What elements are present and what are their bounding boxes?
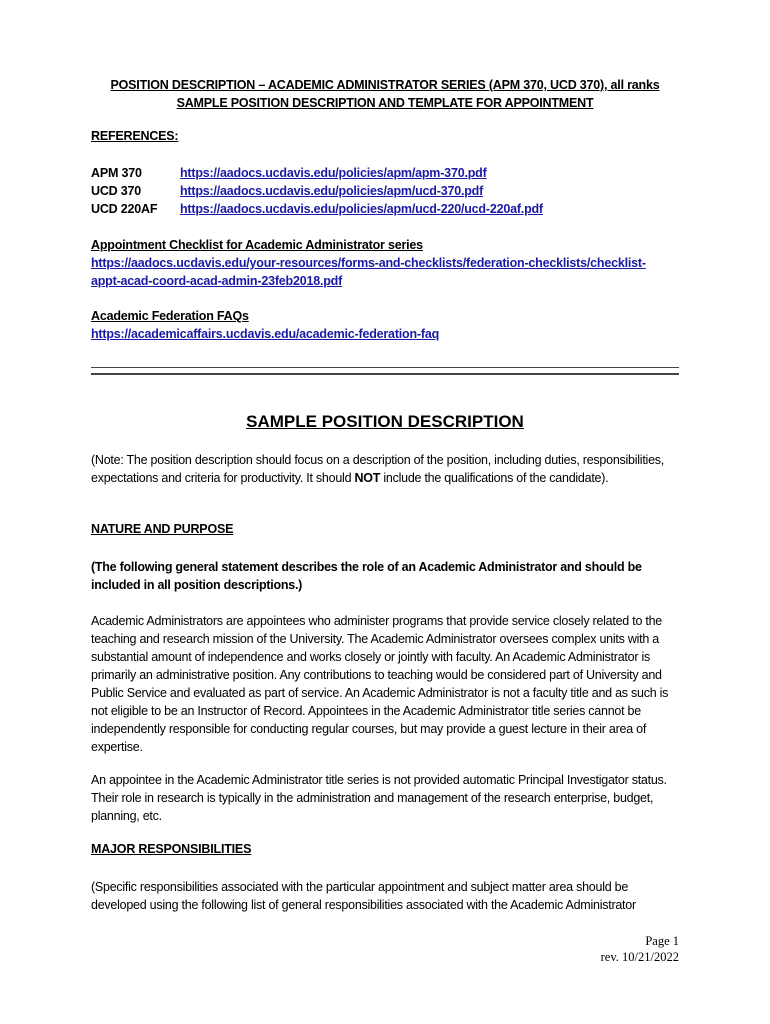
note-text: (Note: The position description should focus on a description of the position, including duties, responsibilities, expectations and criteria for productivity. It should <box>91 453 665 485</box>
sample-note <box>91 451 681 487</box>
reference-code: UCD 370 <box>91 184 142 198</box>
reference-row <box>91 164 543 182</box>
checklist-link-line-2[interactable]: appt-acad-coord-acad-admin-23feb2018.pdf <box>91 274 343 288</box>
page-number: Page 1 <box>645 934 679 948</box>
reference-link[interactable]: https://aadocs.ucdavis.edu/policies/apm/apm-370.pdf <box>180 166 487 180</box>
nature-heading: NATURE AND PURPOSE <box>91 522 234 536</box>
reference-code: APM 370 <box>91 166 142 180</box>
divider-rule <box>91 367 679 368</box>
major-paragraph: (Specific responsibilities associated with the particular appointment and subject matter area should be developed using the following list of general responsibilities associated with the Academic Administrator <box>91 880 636 912</box>
document-header <box>60 76 710 112</box>
note-emphasis: NOT <box>354 471 381 485</box>
checklist-block <box>91 236 646 290</box>
references-list <box>91 164 543 218</box>
revision-date: rev. 10/21/2022 <box>600 950 679 964</box>
references-title: REFERENCES: <box>91 129 179 143</box>
faq-label: Academic Federation FAQs <box>91 309 249 323</box>
header-line-1: POSITION DESCRIPTION – ACADEMIC ADMINISTRATOR SERIES (APM 370, UCD 370), all ranks <box>110 78 660 92</box>
checklist-link-line-1[interactable]: https://aadocs.ucdavis.edu/your-resources/forms-and-checklists/federation-checklists/checklist- <box>91 256 646 270</box>
nature-paragraph-2: An appointee in the Academic Administrator title series is not provided automatic Principal Investigator status. Their role in research is typically in the administration and management of the research enterprise, budget, planning, etc. <box>91 773 667 823</box>
faq-link[interactable]: https://academicaffairs.ucdavis.edu/academic-federation-faq <box>91 327 440 341</box>
reference-link[interactable]: https://aadocs.ucdavis.edu/policies/apm/ucd-220/ucd-220af.pdf <box>180 202 543 216</box>
faq-block <box>91 307 439 343</box>
page-footer <box>601 933 679 965</box>
checklist-label: Appointment Checklist for Academic Administrator series <box>91 238 423 252</box>
reference-row <box>91 200 543 218</box>
major-heading: MAJOR RESPONSIBILITIES <box>91 842 252 856</box>
nature-statement: (The following general statement describes the role of an Academic Administrator and should be included in all position descriptions.) <box>91 560 642 592</box>
nature-paragraph-1: Academic Administrators are appointees who administer programs that provide service closely related to the teaching and research mission of the University. The Academic Administrator oversees complex units with a substantial amount of independence and works closely or jointly with faculty. An Academic Administrator is primarily an administrative position. Any contributions to teaching would be considered part of University and Public Service and evaluated as part of service. An Academic Administrator is not a faculty title and as such is not eligible to be an Instructor of Record. Appointees in the Academic Administrator title series cannot be independently responsible for conducting regular courses, but may provide a guest lecture in their area of expertise. <box>91 614 669 754</box>
reference-row <box>91 182 543 200</box>
note-text: include the qualifications of the candidate). <box>380 471 609 485</box>
reference-link[interactable]: https://aadocs.ucdavis.edu/policies/apm/ucd-370.pdf <box>180 184 484 198</box>
divider-rule <box>91 373 679 375</box>
reference-code: UCD 220AF <box>91 202 158 216</box>
sample-title: SAMPLE POSITION DESCRIPTION <box>246 412 524 431</box>
header-line-2: SAMPLE POSITION DESCRIPTION AND TEMPLATE FOR APPOINTMENT <box>176 96 594 110</box>
